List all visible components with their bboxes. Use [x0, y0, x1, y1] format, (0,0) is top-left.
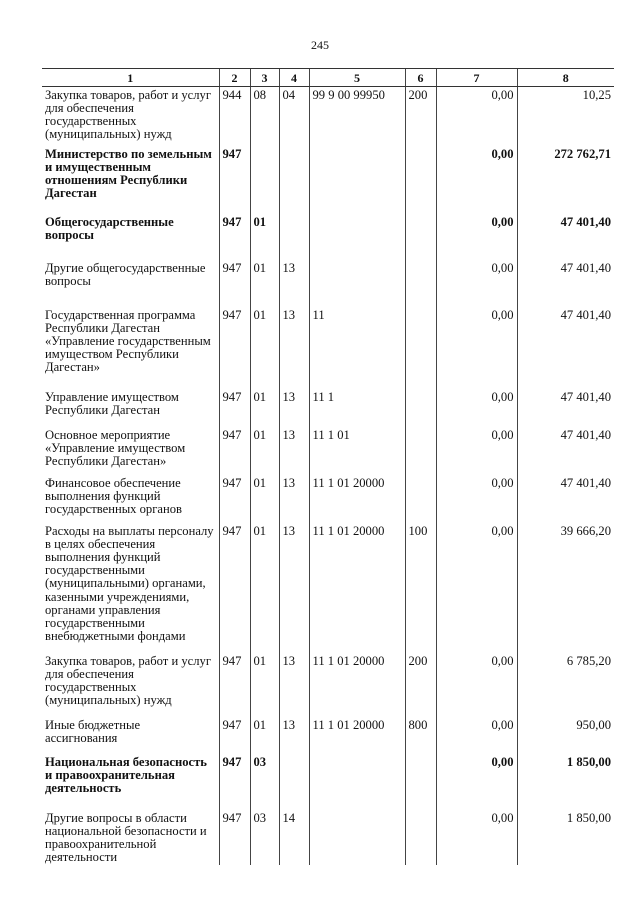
row-ministry-code: 947 — [219, 427, 250, 475]
table-row — [42, 389, 614, 427]
table-row — [42, 475, 614, 523]
row-amount-7: 0,00 — [436, 214, 517, 260]
row-ministry-code: 947 — [219, 523, 250, 653]
row-ministry-code: 947 — [219, 307, 250, 389]
header-cell: 4 — [279, 69, 309, 87]
page-number: 245 — [311, 38, 329, 52]
row-subsection-code: 13 — [279, 653, 309, 717]
row-name: Управление имуществом Республики Дагестан — [45, 389, 179, 417]
row-section-code: 01 — [250, 475, 279, 523]
row-section-code: 01 — [250, 389, 279, 427]
row-ministry-code: 947 — [219, 653, 250, 717]
table-row — [42, 653, 614, 717]
header-cell: 8 — [517, 69, 614, 87]
row-target-code: 11 1 01 — [309, 427, 405, 475]
row-section-code: 01 — [250, 427, 279, 475]
row-name: Министерство по земельным и имущественным отношениям Республики Дагестан — [45, 146, 212, 201]
table-row — [42, 307, 614, 389]
row-target-code: 11 1 01 20000 — [309, 653, 405, 717]
row-expense-type — [405, 389, 436, 427]
row-amount-8: 47 401,40 — [517, 475, 614, 523]
row-target-code: 11 1 01 20000 — [309, 475, 405, 523]
row-expense-type — [405, 810, 436, 865]
table-row — [42, 523, 614, 653]
row-section-code: 01 — [250, 523, 279, 653]
row-subsection-code: 13 — [279, 307, 309, 389]
header-cell: 6 — [405, 69, 436, 87]
row-target-code — [309, 810, 405, 865]
row-amount-7: 0,00 — [436, 653, 517, 717]
row-subsection-code: 14 — [279, 810, 309, 865]
row-subsection-code: 13 — [279, 260, 309, 307]
header-cell: 3 — [250, 69, 279, 87]
row-amount-7: 0,00 — [436, 427, 517, 475]
row-subsection-code — [279, 754, 309, 810]
row-target-code — [309, 146, 405, 214]
row-section-code: 03 — [250, 754, 279, 810]
table-row — [42, 86, 614, 146]
row-section-code: 01 — [250, 214, 279, 260]
row-target-code: 11 1 01 20000 — [309, 523, 405, 653]
row-amount-8: 47 401,40 — [517, 307, 614, 389]
row-expense-type — [405, 214, 436, 260]
row-amount-8: 47 401,40 — [517, 260, 614, 307]
row-ministry-code: 947 — [219, 146, 250, 214]
row-amount-8: 272 762,71 — [517, 146, 614, 214]
row-name: Основное мероприятие «Управление имуществом Республики Дагестан» — [45, 427, 186, 469]
row-subsection-code: 04 — [279, 86, 309, 146]
row-name: Финансовое обеспечение выполнения функций государственных органов — [45, 475, 182, 517]
row-target-code: 11 — [309, 307, 405, 389]
row-amount-7: 0,00 — [436, 146, 517, 214]
row-subsection-code: 13 — [279, 523, 309, 653]
header-cell: 5 — [309, 69, 405, 87]
row-target-code: 99 9 00 99950 — [309, 86, 405, 146]
row-section-code: 01 — [250, 260, 279, 307]
row-name: Другие вопросы в области национальной безопасности и правоохранительной деятельности — [45, 810, 207, 865]
row-section-code: 08 — [250, 86, 279, 146]
row-name: Национальная безопасность и правоохранительная деятельность — [45, 754, 207, 796]
row-ministry-code: 947 — [219, 810, 250, 865]
row-amount-7: 0,00 — [436, 389, 517, 427]
row-subsection-code: 13 — [279, 389, 309, 427]
row-amount-7: 0,00 — [436, 754, 517, 810]
row-amount-7: 0,00 — [436, 717, 517, 754]
row-amount-8: 950,00 — [517, 717, 614, 754]
row-name: Закупка товаров, работ и услуг для обеспечения государственных (муниципальных) нужд — [45, 87, 211, 142]
table-row — [42, 146, 614, 214]
row-amount-7: 0,00 — [436, 260, 517, 307]
table-row — [42, 754, 614, 810]
row-amount-7: 0,00 — [436, 86, 517, 146]
row-ministry-code: 947 — [219, 214, 250, 260]
row-amount-8: 1 850,00 — [517, 754, 614, 810]
header-row — [42, 69, 614, 87]
row-expense-type: 200 — [405, 86, 436, 146]
row-name: Расходы на выплаты персоналу в целях обеспечения выполнения функций государственными (муниципальными) органами, казенными учреждениями, органами управления государственными внебюджетными фондами — [45, 523, 214, 644]
row-ministry-code: 944 — [219, 86, 250, 146]
table-row — [42, 427, 614, 475]
row-subsection-code: 13 — [279, 717, 309, 754]
row-name: Общегосударственные вопросы — [45, 214, 174, 242]
row-expense-type — [405, 475, 436, 523]
row-name: Закупка товаров, работ и услуг для обеспечения государственных (муниципальных) нужд — [45, 653, 211, 708]
row-subsection-code: 13 — [279, 475, 309, 523]
row-amount-8: 10,25 — [517, 86, 614, 146]
row-amount-8: 1 850,00 — [517, 810, 614, 865]
row-ministry-code: 947 — [219, 260, 250, 307]
row-section-code: 01 — [250, 307, 279, 389]
row-amount-7: 0,00 — [436, 810, 517, 865]
table-row — [42, 717, 614, 754]
row-amount-8: 39 666,20 — [517, 523, 614, 653]
row-subsection-code — [279, 146, 309, 214]
table-row — [42, 214, 614, 260]
header-cell: 2 — [219, 69, 250, 87]
row-target-code: 11 1 — [309, 389, 405, 427]
header-cell: 1 — [42, 69, 219, 87]
row-expense-type: 100 — [405, 523, 436, 653]
row-section-code: 03 — [250, 810, 279, 865]
header-cell: 7 — [436, 69, 517, 87]
row-amount-7: 0,00 — [436, 523, 517, 653]
row-subsection-code — [279, 214, 309, 260]
row-name: Другие общегосударственные вопросы — [45, 260, 206, 288]
row-amount-7: 0,00 — [436, 307, 517, 389]
row-target-code: 11 1 01 20000 — [309, 717, 405, 754]
row-target-code — [309, 754, 405, 810]
table-row — [42, 260, 614, 307]
row-ministry-code: 947 — [219, 717, 250, 754]
row-target-code — [309, 214, 405, 260]
row-name: Государственная программа Республики Дагестан «Управление государственным имуществом Республики Дагестан» — [45, 307, 211, 375]
row-target-code — [309, 260, 405, 307]
row-section-code: 01 — [250, 653, 279, 717]
row-ministry-code: 947 — [219, 389, 250, 427]
row-amount-7: 0,00 — [436, 475, 517, 523]
row-amount-8: 47 401,40 — [517, 214, 614, 260]
row-expense-type — [405, 146, 436, 214]
row-expense-type — [405, 260, 436, 307]
row-expense-type: 800 — [405, 717, 436, 754]
row-expense-type — [405, 754, 436, 810]
row-section-code — [250, 146, 279, 214]
row-expense-type — [405, 307, 436, 389]
row-amount-8: 6 785,20 — [517, 653, 614, 717]
row-subsection-code: 13 — [279, 427, 309, 475]
table-row — [42, 810, 614, 865]
row-section-code: 01 — [250, 717, 279, 754]
row-name: Иные бюджетные ассигнования — [45, 717, 141, 745]
row-amount-8: 47 401,40 — [517, 389, 614, 427]
row-expense-type — [405, 427, 436, 475]
row-expense-type: 200 — [405, 653, 436, 717]
row-amount-8: 47 401,40 — [517, 427, 614, 475]
row-ministry-code: 947 — [219, 754, 250, 810]
row-ministry-code: 947 — [219, 475, 250, 523]
budget-table — [42, 68, 614, 865]
